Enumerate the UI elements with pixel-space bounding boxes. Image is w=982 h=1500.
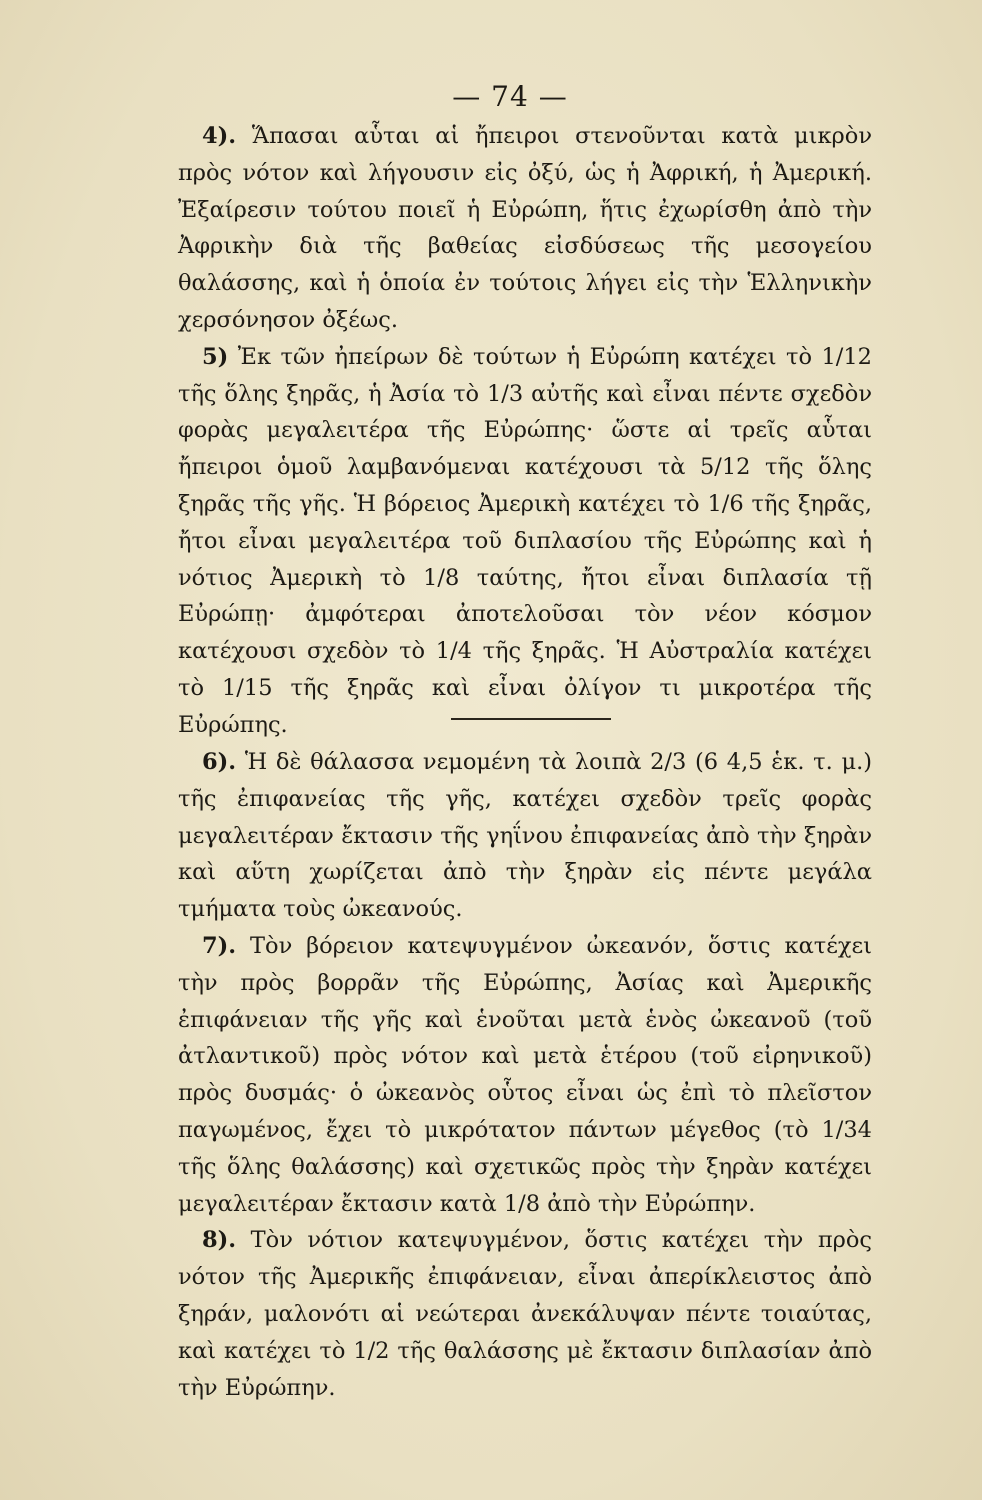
paragraph-number: 6).: [202, 749, 237, 775]
paragraph-number: 4).: [202, 123, 237, 149]
paragraph-6: [178, 744, 872, 928]
paragraph-text: Ἅπασαι αὗται αἱ ἤπειροι στενοῦνται κατὰ μικρὸν πρὸς νότον καὶ λήγουσιν εἰς ὀξύ, ὡς ἡ Ἀφρική, ἡ Ἀμερική. Ἐξαίρεσιν τούτου ποιεῖ ἡ Εὐρώπη, ἥτις ἐχωρίσθη ἀπὸ τὴν Ἀφρικὴν διὰ τῆς βαθείας εἰσδύσεως τῆς μεσογείου θαλάσσης, καὶ ἡ ὁποία ἐν τούτοις λήγει εἰς τὴν Ἑλληνικὴν χερσόνησον ὀξέως.: [178, 123, 873, 333]
paragraph-8: [178, 1222, 872, 1406]
paragraph-text: Ἡ δὲ θάλασσα νεμομένη τὰ λοιπὰ 2/3 (6 4,5 ἑκ. τ. μ.) τῆς ἐπιφανείας τῆς γῆς, κατέχει σχεδὸν τρεῖς φορὰς μεγαλειτέραν ἔκτασιν τῆς γηΐνου ἐπιφανείας ἀπὸ τὴν ξηρὰν καὶ αὕτη χωρίζεται ἀπὸ τὴν ξηρὰν εἰς πέντε μεγάλα τμήματα τοὺς ὠκεανούς.: [178, 749, 873, 923]
paragraph-4: [178, 118, 872, 339]
paragraph-number: 7).: [202, 932, 237, 959]
page-number: — 74 —: [452, 80, 568, 113]
paragraph-7: [178, 928, 872, 1222]
paragraph-text: Ἐκ τῶν ἠπείρων δὲ τούτων ἡ Εὐρώπη κατέχει τὸ 1/12 τῆς ὅλης ξηρᾶς, ἡ Ἀσία τὸ 1/3 αὐτῆς καὶ εἶναι πέντε σχεδὸν φορὰς μεγαλειτέρα τῆς Εὐρώπης· ὥστε αἱ τρεῖς αὗται ἤπειροι ὁμοῦ λαμβανόμεναι κατέχουσι τὰ 5/12 τῆς ὅλης ξηρᾶς τῆς γῆς. Ἡ βόρειος Ἀμερικὴ κατέχει τὸ 1/6 τῆς ξηρᾶς, ἤτοι εἶναι μεγαλειτέρα τοῦ διπλασίου τῆς Εὐρώπης καὶ ἡ νότιος Ἀμερικὴ τὸ 1/8 ταύτης, ἤτοι εἶναι διπλασία τῇ Εὐρώπῃ· ἀμφότεραι ἀποτελοῦσαι τὸν νέον κόσμον κατέχουσι σχεδὸν τὸ 1/4 τῆς ξηρᾶς. Ἡ Αὐστραλία κατέχει τὸ 1/15 τῆς ξηρᾶς καὶ εἶναι ὀλίγον τι μικροτέρα τῆς Εὐρώπης.: [178, 343, 873, 738]
paragraph-text: Τὸν βόρειον κατεψυγμένον ὠκεανόν, ὅστις κατέχει τὴν πρὸς βορρᾶν τῆς Εὐρώπης, Ἀσίας καὶ Ἀμερικῆς ἐπιφάνειαν τῆς γῆς καὶ ἑνοῦται μετὰ ἑνὸς ὠκεανοῦ (τοῦ ἀτλαντικοῦ) πρὸς νότον καὶ μετὰ ἑτέρου (τοῦ εἰρηνικοῦ) πρὸς δυσμάς· ὁ ὠκεανὸς οὗτος εἶναι ὡς ἐπὶ τὸ πλεῖστον παγωμένος, ἔχει τὸ μικρότατον πάντων μέγεθος (τὸ 1/34 τῆς ὅλης θαλάσσης) καὶ σχετικῶς πρὸς τὴν ξηρὰν κατέχει μεγαλειτέραν ἔκτασιν κατὰ 1/8 ἀπὸ τὴν Εὐρώπην.: [178, 932, 873, 1217]
paragraph-number: 5): [202, 343, 229, 370]
paragraph-5: [178, 339, 872, 744]
paragraph-number: 8).: [202, 1227, 237, 1254]
text-block-top: [178, 118, 872, 744]
section-divider: [451, 718, 611, 720]
paragraph-text: Τὸν νότιον κατεψυγμένον, ὅστις κατέχει τὴν πρὸς νότον τῆς Ἀμερικῆς ἐπιφάνειαν, εἶναι ἀπερίκλειστος ἀπὸ ξηράν, μαλονότι αἱ νεώτεραι ἀνεκάλυψαν πέντε τοιαύτας, καὶ κατέχει τὸ 1/2 τῆς θαλάσσης μὲ ἔκτασιν διπλασίαν ἀπὸ τὴν Εὐρώπην.: [178, 1227, 873, 1401]
text-block-bottom: [178, 744, 872, 1406]
